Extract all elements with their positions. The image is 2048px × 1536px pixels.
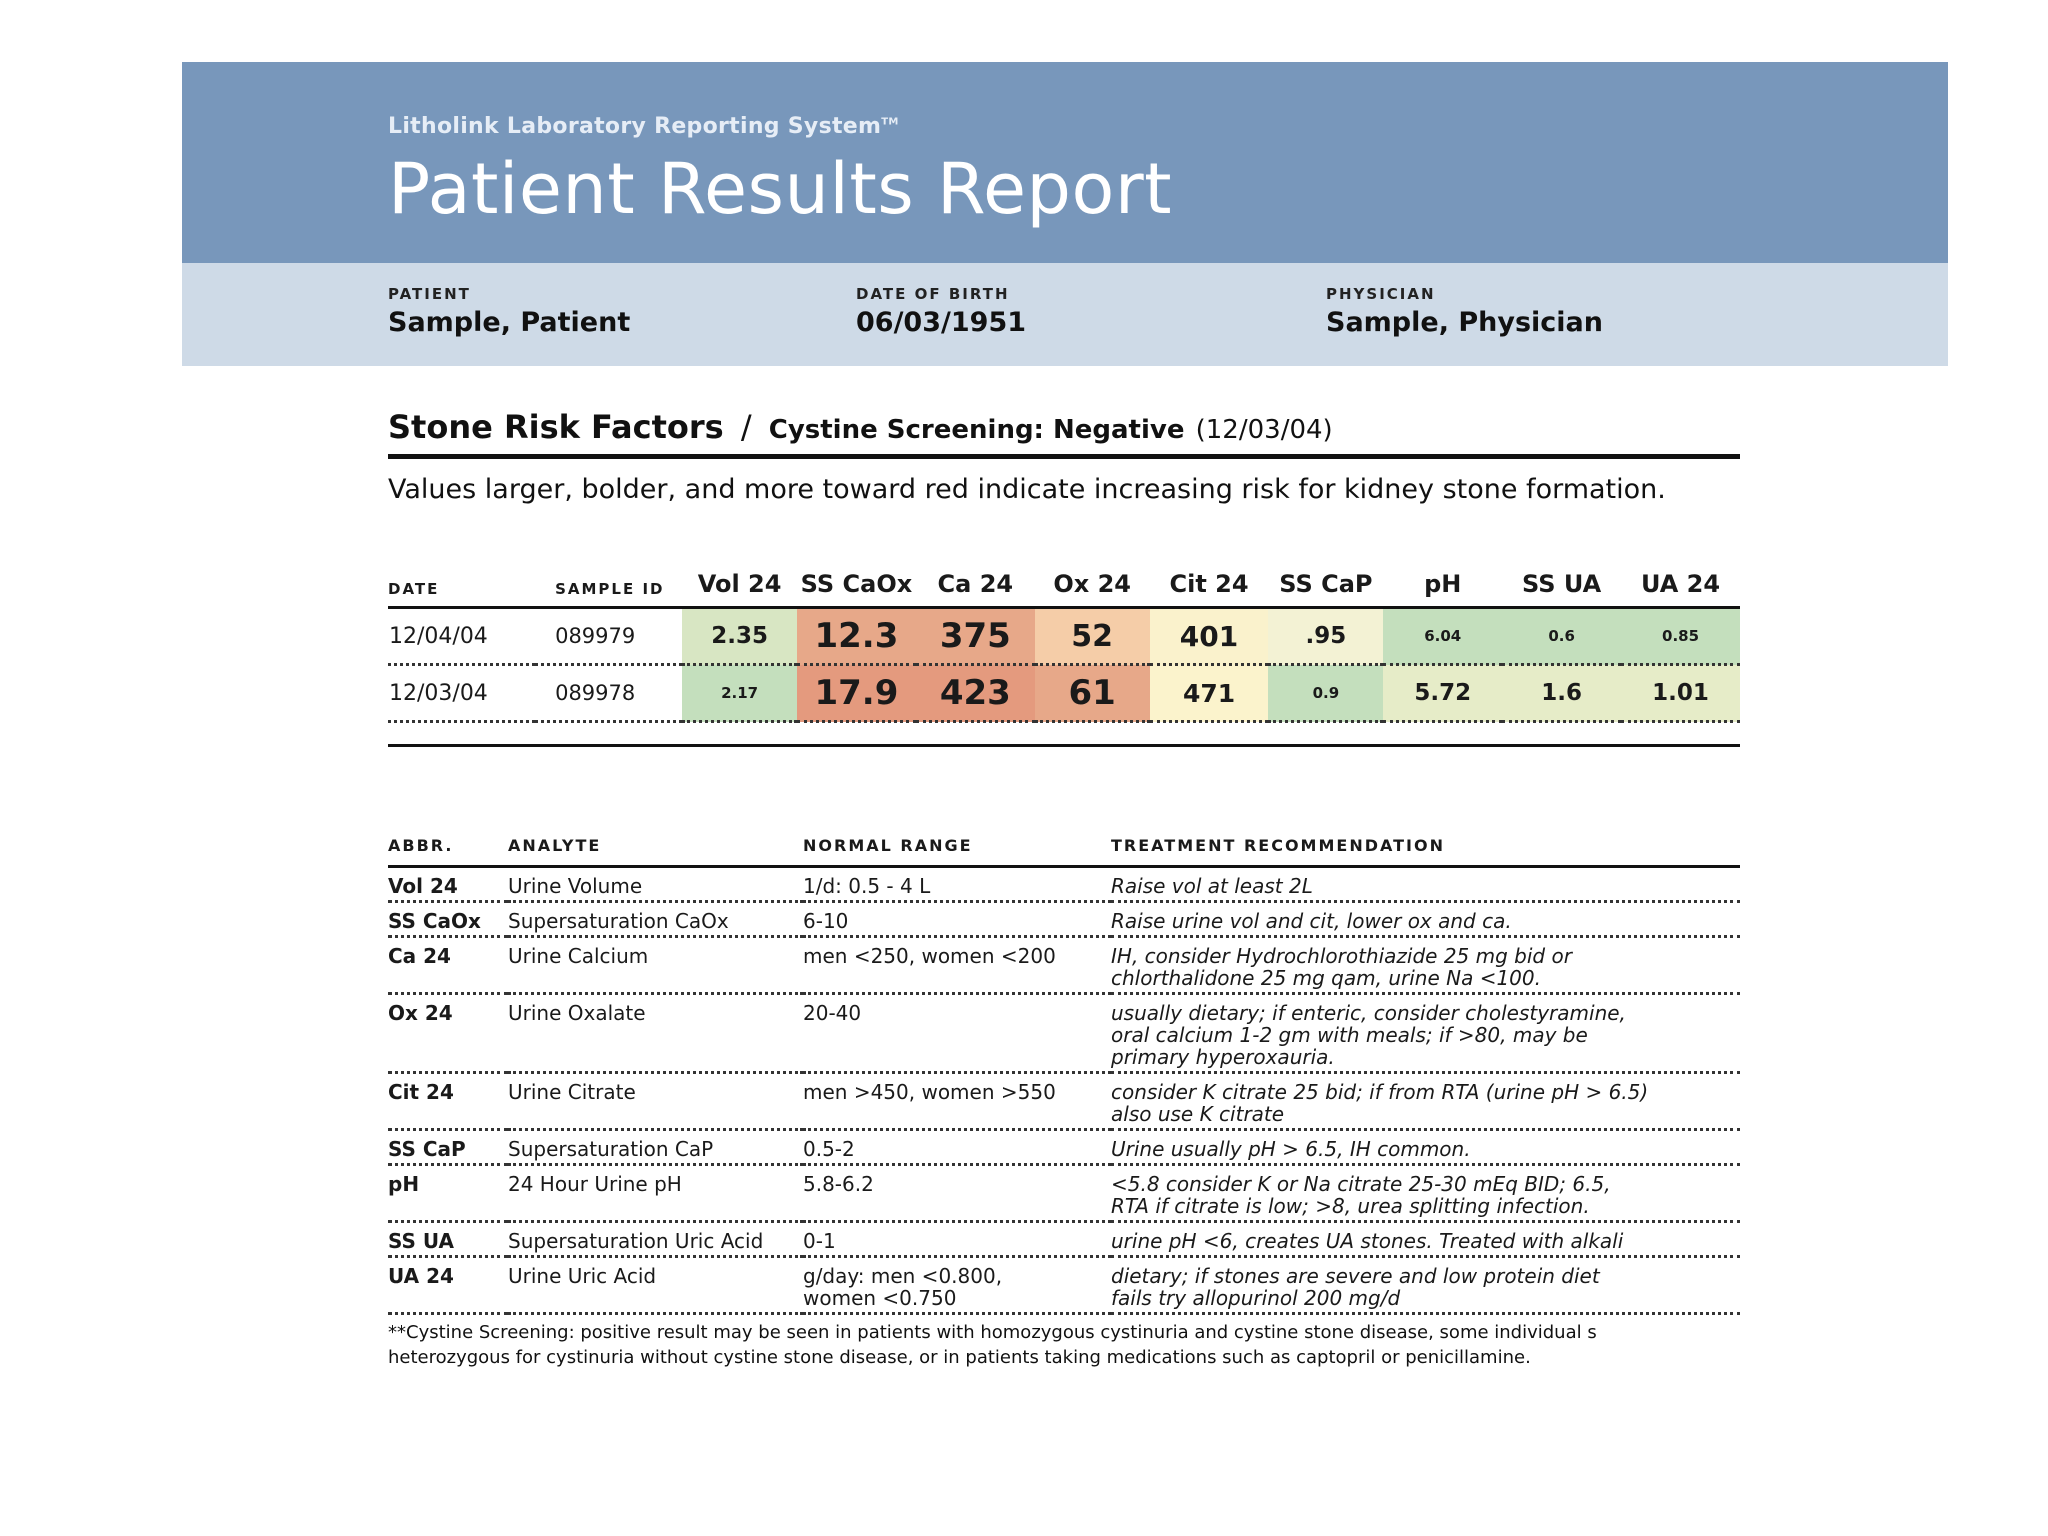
legend-row [388,1222,1740,1257]
col-header: UA 24 [1621,556,1740,608]
screening-date: (12/03/04) [1195,415,1333,445]
result-cell: 471 [1150,665,1269,722]
col-header: Vol 24 [682,556,797,608]
result-cell: 375 [916,608,1035,665]
dob-info [856,285,1026,338]
legend-recommendation: Raise vol at least 2L [1111,867,1740,902]
patient-label: PATIENT [388,285,471,303]
col-header: SS UA [1502,556,1621,608]
legend-recommendation: Urine usually pH > 6.5, IH common. [1111,1130,1740,1165]
legend-recommendation: <5.8 consider K or Na citrate 25-30 mEq BID; 6.5, RTA if citrate is low; >8, urea splitting infection. [1111,1165,1740,1222]
patient-info [388,285,630,338]
col-header: DATE [388,556,535,608]
physician-info [1326,285,1603,338]
legend-analyte: 24 Hour Urine pH [508,1165,803,1222]
col-header: SS CaP [1268,556,1383,608]
result-cell: 5.72 [1383,665,1502,722]
result-cell: .95 [1268,608,1383,665]
legend-col-header: TREATMENT RECOMMENDATION [1111,836,1740,867]
legend-recommendation: urine pH <6, creates UA stones. Treated with alkali [1111,1222,1740,1257]
legend-recommendation: Raise urine vol and cit, lower ox and ca. [1111,902,1740,937]
section-heading: Stone Risk Factors [388,408,724,446]
result-date: 12/03/04 [388,665,535,722]
legend-analyte: Urine Citrate [508,1073,803,1130]
result-cell: 0.6 [1502,608,1621,665]
legend-table [388,836,1740,1315]
legend-abbr: SS CaOx [388,902,508,937]
legend-abbr: Ox 24 [388,994,508,1073]
col-header: SS CaOx [797,556,916,608]
results-header-row [388,556,1740,608]
system-name [388,114,899,139]
result-cell: 2.35 [682,608,797,665]
result-cell: 1.01 [1621,665,1740,722]
legend-abbr: pH [388,1165,508,1222]
result-cell: 17.9 [797,665,916,722]
section-divider [388,744,1740,747]
result-cell: 61 [1035,665,1150,722]
footnote: **Cystine Screening: positive result may be seen in patients with homozygous cystinuria and cystine stone disease, some individual s heterozygous for cystinuria without cystine stone disease, or in patients taking medications such as captopril or penicillamine. [388,1322,1597,1368]
legend-range: 1/d: 0.5 - 4 L [803,867,1111,902]
patient-name: Sample, Patient [388,307,631,338]
legend-col-header: NORMAL RANGE [803,836,1111,867]
legend-row [388,1073,1740,1130]
page-title: Patient Results Report [388,148,1173,230]
results-table [388,556,1740,723]
legend-range: 0.5-2 [803,1130,1111,1165]
legend-range: 20-40 [803,994,1111,1073]
legend-analyte: Supersaturation CaP [508,1130,803,1165]
result-cell: 6.04 [1383,608,1502,665]
dob-label: DATE OF BIRTH [856,285,1010,303]
legend-abbr: Ca 24 [388,937,508,994]
legend-analyte: Urine Oxalate [508,994,803,1073]
result-cell: 401 [1150,608,1269,665]
legend-row [388,937,1740,994]
legend-col-header: ABBR. [388,836,508,867]
col-header: Ca 24 [916,556,1035,608]
legend-analyte: Urine Calcium [508,937,803,994]
result-cell: 52 [1035,608,1150,665]
result-cell: 12.3 [797,608,916,665]
section-title [388,408,1740,459]
cystine-screening: Cystine Screening: Negative [768,415,1185,445]
section-slash: / [740,408,752,446]
result-cell: 0.85 [1621,608,1740,665]
result-cell: 423 [916,665,1035,722]
legend-range: men >450, women >550 [803,1073,1111,1130]
legend-row [388,994,1740,1073]
legend-range: 6-10 [803,902,1111,937]
legend-range: men <250, women <200 [803,937,1111,994]
legend-recommendation: consider K citrate 25 bid; if from RTA (urine pH > 6.5) also use K citrate [1111,1073,1740,1130]
col-header: SAMPLE ID [535,556,682,608]
table-row [388,665,1740,722]
legend-abbr: Cit 24 [388,1073,508,1130]
legend-row [388,1165,1740,1222]
legend-recommendation: IH, consider Hydrochlorothiazide 25 mg bid or chlorthalidone 25 mg qam, urine Na <100. [1111,937,1740,994]
result-cell: 0.9 [1268,665,1383,722]
legend-abbr: Vol 24 [388,867,508,902]
legend-recommendation: usually dietary; if enteric, consider cholestyramine, oral calcium 1-2 gm with meals; if >80, may be primary hyperoxauria. [1111,994,1740,1073]
legend-header-row [388,836,1740,867]
risk-note: Values larger, bolder, and more toward red indicate increasing risk for kidney stone formation. [388,474,1666,505]
legend-row [388,902,1740,937]
legend-recommendation: dietary; if stones are severe and low protein diet fails try allopurinol 200 mg/d [1111,1257,1740,1314]
legend-range: 0-1 [803,1222,1111,1257]
col-header: Cit 24 [1150,556,1269,608]
legend-row [388,1257,1740,1314]
result-cell: 2.17 [682,665,797,722]
legend-row [388,867,1740,902]
legend-row [388,1130,1740,1165]
patient-info-bar [182,263,1948,366]
col-header: Ox 24 [1035,556,1150,608]
physician-name: Sample, Physician [1326,307,1603,338]
legend-range: 5.8-6.2 [803,1165,1111,1222]
col-header: pH [1383,556,1502,608]
legend-col-header: ANALYTE [508,836,803,867]
result-sample-id: 089978 [535,665,682,722]
legend-analyte: Urine Volume [508,867,803,902]
legend-range: g/day: men <0.800, women <0.750 [803,1257,1111,1314]
table-row [388,608,1740,665]
legend-analyte: Supersaturation CaOx [508,902,803,937]
system-name-text: Litholink Laboratory Reporting System [388,114,882,139]
result-sample-id: 089979 [535,608,682,665]
trademark: TM [881,116,899,128]
legend-analyte: Urine Uric Acid [508,1257,803,1314]
physician-label: PHYSICIAN [1326,285,1436,303]
report-banner [182,62,1948,263]
legend-abbr: SS CaP [388,1130,508,1165]
legend-abbr: UA 24 [388,1257,508,1314]
result-cell: 1.6 [1502,665,1621,722]
result-date: 12/04/04 [388,608,535,665]
legend-abbr: SS UA [388,1222,508,1257]
legend-analyte: Supersaturation Uric Acid [508,1222,803,1257]
dob-value: 06/03/1951 [856,307,1027,338]
